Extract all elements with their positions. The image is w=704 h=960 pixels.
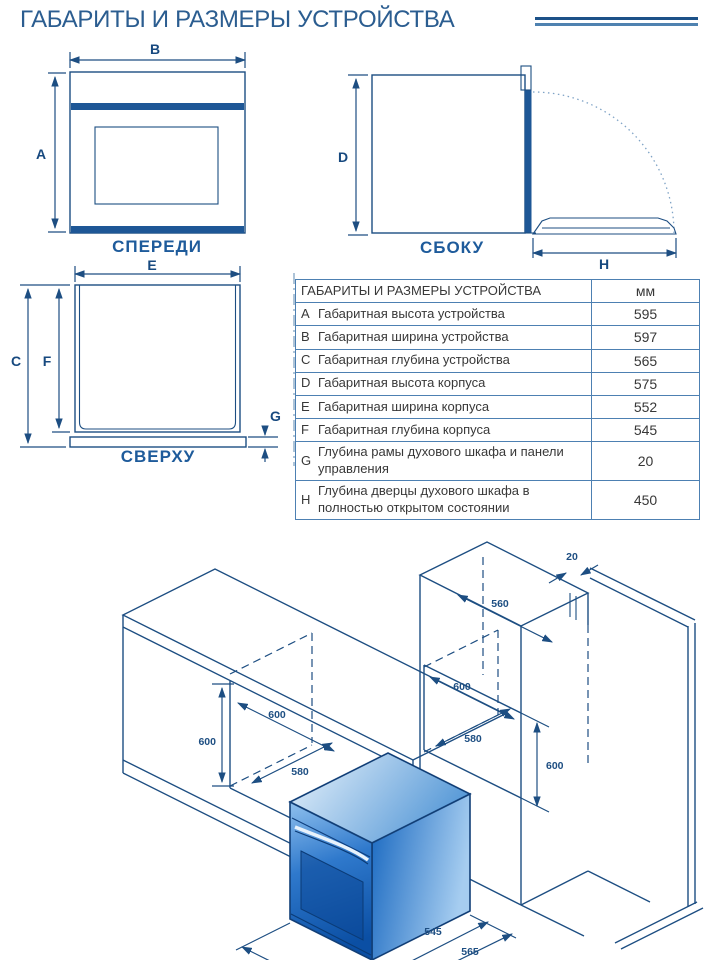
row-value: 20 [591,442,699,480]
front-view-caption: СПЕРЕДИ [112,237,202,256]
row-label: Габаритная высота корпуса [318,375,486,391]
dim-letter-B: B [149,41,161,57]
row-value: 552 [591,396,699,418]
dim-oven-total-depth: 565 [461,946,479,958]
side-view-caption: СБОКУ [419,238,485,257]
dim-letter-D: D [337,149,349,165]
installation-diagram [0,515,704,960]
row-key: G [301,452,312,468]
row-key: D [301,375,311,391]
row-value: 575 [591,373,699,395]
table-row [296,481,699,519]
row-value: 565 [591,350,699,372]
table-row [296,373,699,396]
dim-niche-depth: 580 [291,766,309,778]
row-label: Габаритная глубина корпуса [318,421,491,437]
dim-column-niche-height: 600 [546,760,564,772]
row-label: Габаритная глубина устройства [318,352,510,368]
table-row [296,419,699,442]
top-view-drawing [20,266,294,466]
front-view-drawing [48,52,245,233]
dim-column-niche-depth: 580 [464,733,482,745]
dim-frame-offset: 20 [566,551,578,563]
dim-niche-height: 600 [198,736,216,748]
row-key: E [301,398,310,414]
dim-letter-A: A [35,146,47,162]
dim-column-top-depth: 560 [491,598,509,610]
table-row [296,396,699,419]
table-header-row [296,280,699,303]
row-key: C [301,352,311,368]
table-row [296,303,699,326]
row-label: Габаритная высота устройства [318,305,505,321]
table-header-title: ГАБАРИТЫ И РАЗМЕРЫ УСТРОЙСТВА [301,282,542,298]
table-row [296,442,699,481]
door-handle [521,66,531,90]
row-label: Габаритная ширина устройства [318,329,509,345]
top-view-caption: СВЕРХУ [120,447,196,466]
side-view-drawing [348,66,676,258]
oven-door-open [533,218,676,234]
table-header-unit: мм [591,280,699,302]
oven-door-closed [525,90,532,233]
row-key: F [301,421,309,437]
table-row [296,350,699,373]
front-view-diagram [0,40,300,258]
row-key: H [301,491,311,507]
table-row [296,326,699,349]
title-rule [535,17,698,26]
dimensions-table [295,279,700,520]
dim-letter-G: G [270,408,281,424]
title-rule-top [535,17,698,20]
dim-letter-F: F [42,353,52,369]
row-key: B [301,329,310,345]
row-key: A [301,305,310,321]
row-label: Глубина дверцы духового шкафа в полностью открытом состоянии [318,483,530,515]
row-label: Габаритная ширина корпуса [318,398,490,414]
dim-niche-width: 600 [268,709,286,721]
door-swing-arc [533,92,674,233]
row-label: Глубина рамы духового шкафа и панели управления [318,444,564,477]
dim-letter-E: E [147,257,157,273]
row-value: 595 [591,303,699,325]
dim-letter-H: H [598,256,610,272]
row-value: 597 [591,326,699,348]
title-rule-bottom [535,23,698,26]
side-view-diagram [330,40,704,275]
dim-oven-body-depth: 545 [424,926,442,938]
row-value: 545 [591,419,699,441]
page-title: ГАБАРИТЫ И РАЗМЕРЫ УСТРОЙСТВА [20,6,455,33]
dim-column-niche-width: 600 [453,681,471,693]
oven [290,753,470,960]
top-view-diagram [0,258,300,473]
dim-letter-C: C [10,353,22,369]
row-value: 450 [591,481,699,519]
